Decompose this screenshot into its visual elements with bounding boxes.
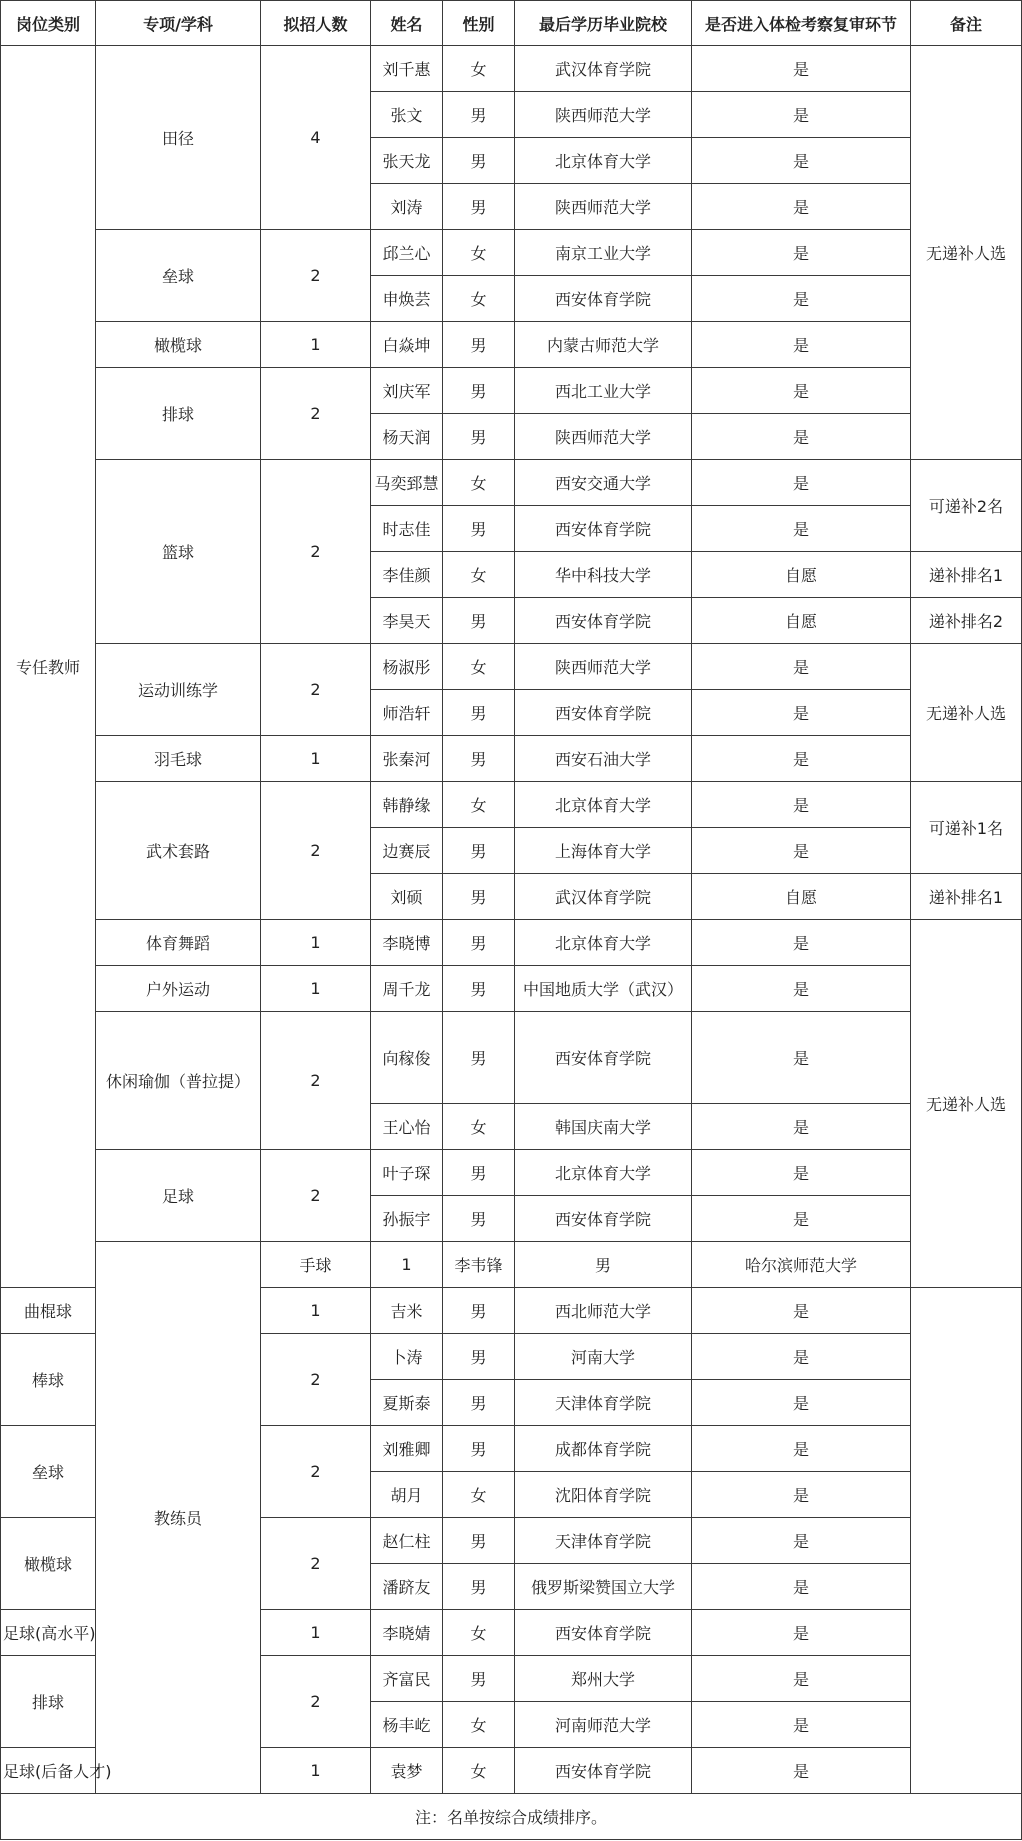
header-cell: 拟招人数: [261, 1, 371, 46]
gender-cell: 女: [443, 552, 515, 598]
name-cell: 边赛辰: [371, 828, 443, 874]
status-cell: 是: [692, 322, 911, 368]
gender-cell: 女: [443, 1104, 515, 1150]
subject-cell: 休闲瑜伽（普拉提）: [96, 1012, 261, 1150]
table-row: [1, 322, 1022, 368]
gender-cell: 女: [443, 644, 515, 690]
count-cell: 2: [261, 1518, 371, 1610]
status-cell: 是: [692, 1288, 911, 1334]
footnote: 注：名单按综合成绩排序。: [1, 1794, 1022, 1840]
gender-cell: 男: [443, 736, 515, 782]
remark-cell: 可递补1名: [911, 782, 1022, 874]
count-cell: 2: [261, 1150, 371, 1242]
count-cell: 2: [261, 230, 371, 322]
school-cell: 郑州大学: [515, 1656, 692, 1702]
school-cell: 陕西师范大学: [515, 644, 692, 690]
name-cell: 杨淑彤: [371, 644, 443, 690]
table-row: [1, 46, 1022, 92]
count-cell: 1: [371, 1242, 443, 1288]
count-cell: 1: [261, 1288, 371, 1334]
name-cell: 李晓博: [371, 920, 443, 966]
subject-cell: 棒球: [1, 1334, 96, 1426]
status-cell: 是: [692, 920, 911, 966]
subject-cell: 垒球: [96, 230, 261, 322]
subject-cell: 手球: [261, 1242, 371, 1288]
status-cell: 是: [692, 1104, 911, 1150]
name-cell: 周千龙: [371, 966, 443, 1012]
count-cell: 1: [261, 322, 371, 368]
name-cell: 刘雅卿: [371, 1426, 443, 1472]
status-cell: 是: [692, 506, 911, 552]
name-cell: 师浩轩: [371, 690, 443, 736]
status-cell: 是: [692, 1012, 911, 1104]
status-cell: 是: [692, 46, 911, 92]
header-cell: 最后学历毕业院校: [515, 1, 692, 46]
name-cell: 赵仁柱: [371, 1518, 443, 1564]
status-cell: 自愿: [692, 552, 911, 598]
category-cell: 专任教师: [1, 46, 96, 1288]
school-cell: 陕西师范大学: [515, 92, 692, 138]
school-cell: 西安体育学院: [515, 1196, 692, 1242]
school-cell: 西安体育学院: [515, 598, 692, 644]
name-cell: 杨天润: [371, 414, 443, 460]
gender-cell: 女: [443, 1472, 515, 1518]
name-cell: 杨丰屹: [371, 1702, 443, 1748]
status-cell: 是: [692, 1564, 911, 1610]
subject-cell: 曲棍球: [1, 1288, 96, 1334]
status-cell: 是: [692, 1380, 911, 1426]
subject-cell: 武术套路: [96, 782, 261, 920]
remark-cell: 无递补人选: [911, 920, 1022, 1288]
count-cell: 2: [261, 460, 371, 644]
status-cell: 是: [692, 690, 911, 736]
table-row: [1, 1150, 1022, 1196]
name-cell: 马奕郅慧: [371, 460, 443, 506]
name-cell: 申焕芸: [371, 276, 443, 322]
status-cell: 是: [692, 230, 911, 276]
count-cell: 2: [261, 1334, 371, 1426]
name-cell: 孙振宇: [371, 1196, 443, 1242]
name-cell: 张文: [371, 92, 443, 138]
header-cell: 是否进入体检考察复审环节: [692, 1, 911, 46]
remark-cell: 递补排名2: [911, 598, 1022, 644]
subject-cell: 排球: [1, 1656, 96, 1748]
gender-cell: 男: [443, 874, 515, 920]
school-cell: 西北工业大学: [515, 368, 692, 414]
name-cell: 韩静缘: [371, 782, 443, 828]
count-cell: 2: [261, 368, 371, 460]
gender-cell: 男: [443, 1564, 515, 1610]
count-cell: 1: [261, 920, 371, 966]
gender-cell: 女: [443, 1610, 515, 1656]
name-cell: 刘硕: [371, 874, 443, 920]
status-cell: 是: [692, 1656, 911, 1702]
count-cell: 1: [261, 1748, 371, 1794]
gender-cell: 男: [443, 690, 515, 736]
table-row: [1, 1242, 1022, 1288]
school-cell: 西北师范大学: [515, 1288, 692, 1334]
table-row: [1, 230, 1022, 276]
remark-cell: 递补排名1: [911, 874, 1022, 920]
count-cell: 2: [261, 644, 371, 736]
status-cell: 是: [692, 1472, 911, 1518]
subject-cell: 羽毛球: [96, 736, 261, 782]
gender-cell: 男: [443, 1150, 515, 1196]
name-cell: 吉米: [371, 1288, 443, 1334]
count-cell: 1: [261, 966, 371, 1012]
header-cell: 备注: [911, 1, 1022, 46]
status-cell: 是: [692, 1196, 911, 1242]
count-cell: 1: [261, 1610, 371, 1656]
name-cell: 齐富民: [371, 1656, 443, 1702]
name-cell: 李晓婧: [371, 1610, 443, 1656]
gender-cell: 男: [443, 1012, 515, 1104]
name-cell: 潘跻友: [371, 1564, 443, 1610]
gender-cell: 男: [443, 920, 515, 966]
school-cell: 西安体育学院: [515, 1012, 692, 1104]
name-cell: 邱兰心: [371, 230, 443, 276]
status-cell: 是: [692, 644, 911, 690]
name-cell: 刘涛: [371, 184, 443, 230]
school-cell: 陕西师范大学: [515, 414, 692, 460]
name-cell: 王心怡: [371, 1104, 443, 1150]
name-cell: 卜涛: [371, 1334, 443, 1380]
footnote-row: [1, 1794, 1022, 1840]
name-cell: 张天龙: [371, 138, 443, 184]
gender-cell: 男: [443, 1426, 515, 1472]
name-cell: 张秦河: [371, 736, 443, 782]
table-row: [1, 782, 1022, 828]
status-cell: 是: [692, 828, 911, 874]
school-cell: 河南大学: [515, 1334, 692, 1380]
subject-cell: 田径: [96, 46, 261, 230]
gender-cell: 男: [443, 598, 515, 644]
gender-cell: 男: [443, 414, 515, 460]
status-cell: 是: [692, 276, 911, 322]
table-row: [1, 644, 1022, 690]
name-cell: 李韦锋: [443, 1242, 515, 1288]
school-cell: 西安体育学院: [515, 1610, 692, 1656]
gender-cell: 女: [443, 1702, 515, 1748]
gender-cell: 男: [443, 1196, 515, 1242]
name-cell: 叶子琛: [371, 1150, 443, 1196]
school-cell: 河南师范大学: [515, 1702, 692, 1748]
name-cell: 刘千惠: [371, 46, 443, 92]
name-cell: 白焱坤: [371, 322, 443, 368]
gender-cell: 男: [443, 184, 515, 230]
subject-cell: 运动训练学: [96, 644, 261, 736]
status-cell: 是: [692, 736, 911, 782]
status-cell: 是: [692, 414, 911, 460]
name-cell: 刘庆军: [371, 368, 443, 414]
remark-cell: 无递补人选: [911, 46, 1022, 460]
school-cell: 北京体育大学: [515, 138, 692, 184]
remark-cell: 可递补2名: [911, 460, 1022, 552]
gender-cell: 女: [443, 46, 515, 92]
subject-cell: 排球: [96, 368, 261, 460]
school-cell: 西安体育学院: [515, 506, 692, 552]
header-cell: 专项/学科: [96, 1, 261, 46]
school-cell: 沈阳体育学院: [515, 1472, 692, 1518]
school-cell: 哈尔滨师范大学: [692, 1242, 911, 1288]
count-cell: 2: [261, 1656, 371, 1748]
school-cell: 成都体育学院: [515, 1426, 692, 1472]
subject-cell: 橄榄球: [96, 322, 261, 368]
gender-cell: 男: [443, 828, 515, 874]
gender-cell: 女: [443, 230, 515, 276]
school-cell: 西安体育学院: [515, 690, 692, 736]
gender-cell: 男: [443, 506, 515, 552]
category-cell: 教练员: [96, 1242, 261, 1794]
status-cell: 是: [692, 1150, 911, 1196]
school-cell: 中国地质大学（武汉）: [515, 966, 692, 1012]
status-cell: 是: [692, 1748, 911, 1794]
subject-cell: 户外运动: [96, 966, 261, 1012]
status-cell: 是: [692, 966, 911, 1012]
school-cell: 天津体育学院: [515, 1380, 692, 1426]
header-row: [1, 1, 1022, 46]
table-row: [1, 736, 1022, 782]
school-cell: 南京工业大学: [515, 230, 692, 276]
school-cell: 西安体育学院: [515, 1748, 692, 1794]
name-cell: 向稼俊: [371, 1012, 443, 1104]
school-cell: 武汉体育学院: [515, 46, 692, 92]
gender-cell: 男: [443, 322, 515, 368]
status-cell: 自愿: [692, 874, 911, 920]
school-cell: 华中科技大学: [515, 552, 692, 598]
header-cell: 岗位类别: [1, 1, 96, 46]
status-cell: 是: [692, 92, 911, 138]
gender-cell: 男: [443, 1380, 515, 1426]
count-cell: 1: [261, 736, 371, 782]
school-cell: 西安交通大学: [515, 460, 692, 506]
header-cell: 性别: [443, 1, 515, 46]
status-cell: 是: [692, 184, 911, 230]
status-cell: 是: [692, 138, 911, 184]
count-cell: 2: [261, 1012, 371, 1150]
name-cell: 李昊天: [371, 598, 443, 644]
gender-cell: 男: [443, 1656, 515, 1702]
status-cell: 是: [692, 460, 911, 506]
gender-cell: 男: [443, 138, 515, 184]
school-cell: 西安石油大学: [515, 736, 692, 782]
gender-cell: 女: [443, 782, 515, 828]
gender-cell: 男: [443, 1334, 515, 1380]
table-row: [1, 460, 1022, 506]
gender-cell: 男: [443, 368, 515, 414]
count-cell: 2: [261, 782, 371, 920]
school-cell: 天津体育学院: [515, 1518, 692, 1564]
status-cell: 自愿: [692, 598, 911, 644]
gender-cell: 男: [443, 966, 515, 1012]
subject-cell: 篮球: [96, 460, 261, 644]
school-cell: 武汉体育学院: [515, 874, 692, 920]
status-cell: 是: [692, 1518, 911, 1564]
gender-cell: 男: [443, 1288, 515, 1334]
school-cell: 北京体育大学: [515, 920, 692, 966]
status-cell: 是: [692, 1702, 911, 1748]
count-cell: 4: [261, 46, 371, 230]
gender-cell: 男: [515, 1242, 692, 1288]
school-cell: 西安体育学院: [515, 276, 692, 322]
name-cell: 袁梦: [371, 1748, 443, 1794]
school-cell: 北京体育大学: [515, 782, 692, 828]
name-cell: 时志佳: [371, 506, 443, 552]
subject-cell: 体育舞蹈: [96, 920, 261, 966]
subject-cell: 足球: [96, 1150, 261, 1242]
subject-cell: 足球(高水平): [1, 1610, 96, 1656]
gender-cell: 男: [443, 92, 515, 138]
gender-cell: 女: [443, 1748, 515, 1794]
table-row: [1, 920, 1022, 966]
remark-cell: 递补排名1: [911, 552, 1022, 598]
status-cell: 是: [692, 1426, 911, 1472]
gender-cell: 男: [443, 1518, 515, 1564]
status-cell: 是: [692, 1334, 911, 1380]
name-cell: 夏斯泰: [371, 1380, 443, 1426]
name-cell: 李佳颜: [371, 552, 443, 598]
school-cell: 俄罗斯梁赞国立大学: [515, 1564, 692, 1610]
subject-cell: 足球(后备人才): [1, 1748, 96, 1794]
table-row: [1, 368, 1022, 414]
school-cell: 上海体育大学: [515, 828, 692, 874]
subject-cell: 橄榄球: [1, 1518, 96, 1610]
subject-cell: 垒球: [1, 1426, 96, 1518]
table-row: [1, 1012, 1022, 1104]
remark-cell: 无递补人选: [911, 644, 1022, 782]
gender-cell: 女: [443, 460, 515, 506]
status-cell: 是: [692, 1610, 911, 1656]
school-cell: 北京体育大学: [515, 1150, 692, 1196]
gender-cell: 女: [443, 276, 515, 322]
school-cell: 韩国庆南大学: [515, 1104, 692, 1150]
name-cell: 胡月: [371, 1472, 443, 1518]
table-row: [1, 966, 1022, 1012]
count-cell: 2: [261, 1426, 371, 1518]
school-cell: 内蒙古师范大学: [515, 322, 692, 368]
status-cell: 是: [692, 368, 911, 414]
school-cell: 陕西师范大学: [515, 184, 692, 230]
header-cell: 姓名: [371, 1, 443, 46]
status-cell: 是: [692, 782, 911, 828]
